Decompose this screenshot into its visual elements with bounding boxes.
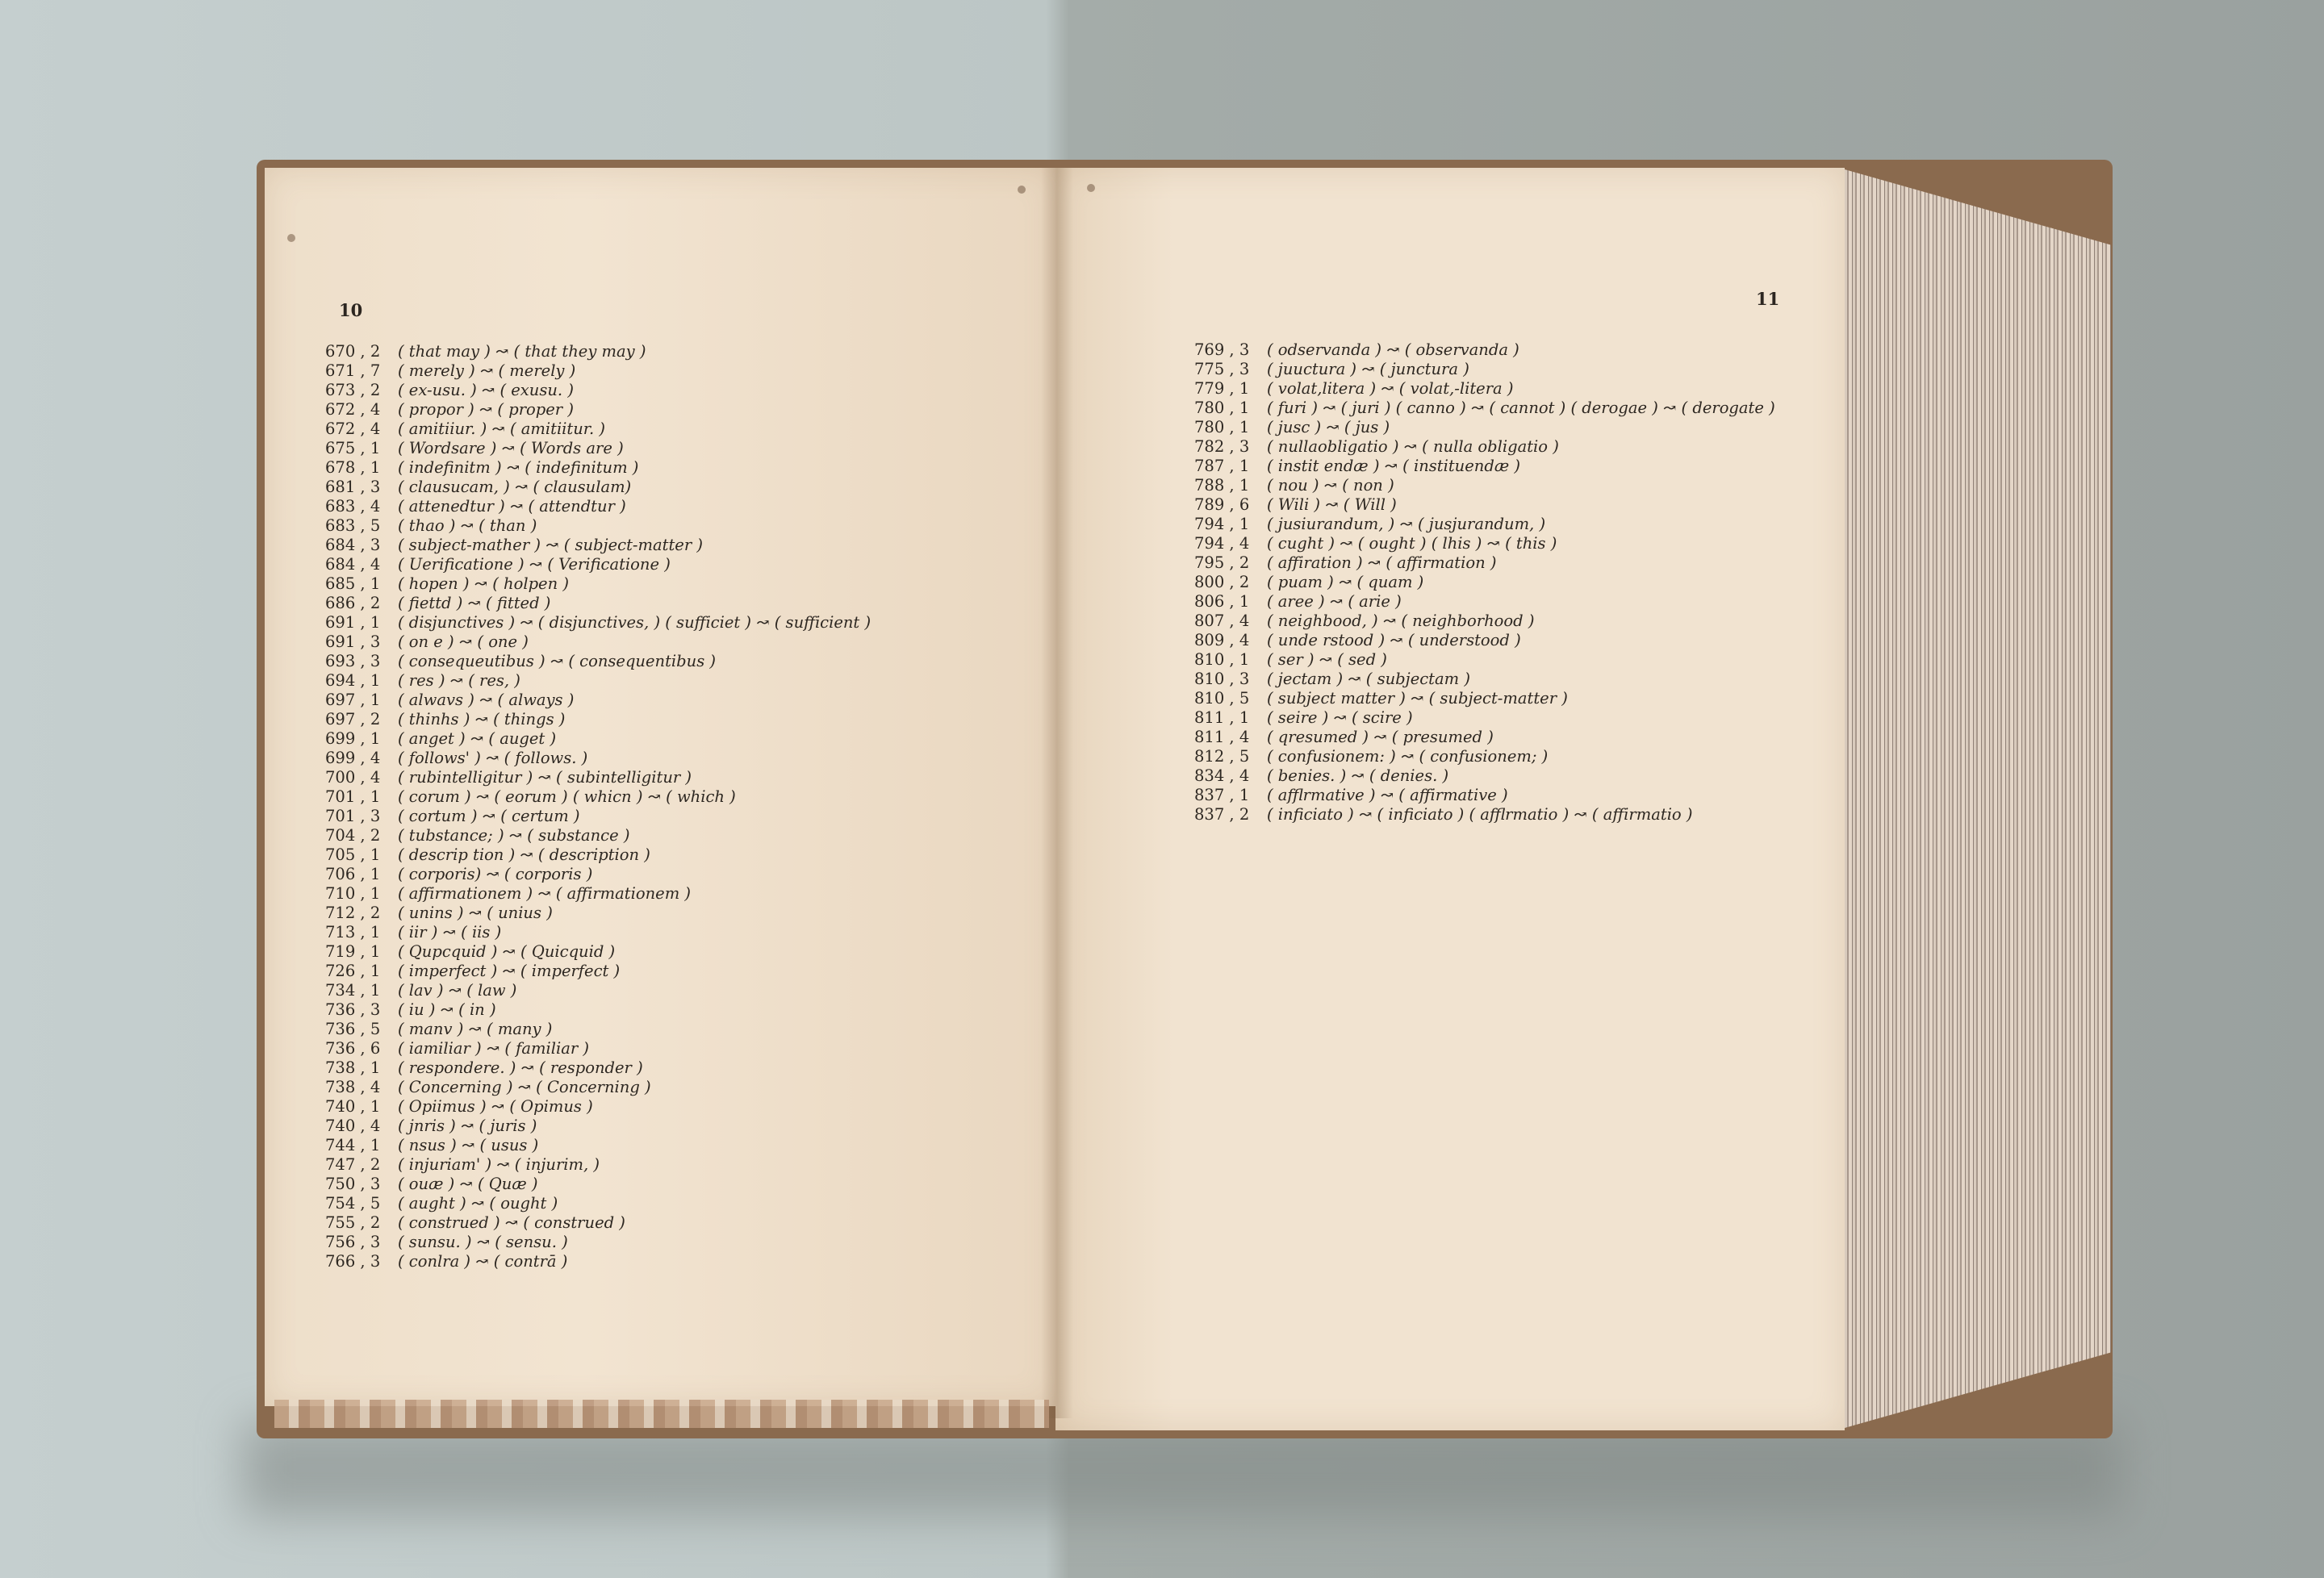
errata-line	[1194, 340, 1775, 360]
line-reference: 726 , 1	[325, 962, 381, 980]
errata-line	[325, 458, 871, 478]
line-reference: 779 , 1	[1194, 379, 1250, 398]
line-reference: 747 , 2	[325, 1155, 381, 1174]
errata-line	[325, 594, 871, 613]
errata-line	[1194, 728, 1775, 747]
correction-text: ( aught ) ↝ ( ought )	[398, 1194, 558, 1213]
errata-line	[325, 1194, 871, 1213]
correction-text: ( injuriam' ) ↝ ( injurim, )	[398, 1155, 600, 1174]
correction-text: ( instit endæ ) ↝ ( instituendæ )	[1267, 457, 1520, 475]
errata-line	[325, 787, 871, 807]
errata-line	[1194, 553, 1775, 573]
errata-line	[325, 632, 871, 652]
errata-line	[325, 1039, 871, 1058]
correction-text: ( propor ) ↝ ( proper )	[398, 400, 574, 419]
correction-text: ( amitiiur. ) ↝ ( amitiitur. )	[398, 420, 605, 438]
correction-text: ( thinhs ) ↝ ( things )	[398, 710, 566, 728]
line-reference: 701 , 1	[325, 787, 381, 806]
line-reference: 686 , 2	[325, 594, 381, 612]
errata-line	[325, 1058, 871, 1078]
errata-line	[325, 1213, 871, 1233]
torn-bottom-edge	[274, 1400, 1049, 1428]
line-reference: 750 , 3	[325, 1175, 381, 1193]
line-reference: 789 , 6	[1194, 495, 1250, 514]
line-reference: 811 , 1	[1194, 708, 1250, 727]
errata-line	[1194, 379, 1775, 399]
correction-text: ( anget ) ↝ ( auget )	[398, 729, 557, 748]
correction-text: ( Concerning ) ↝ ( Concerning )	[398, 1078, 651, 1096]
book-gutter	[1041, 168, 1073, 1418]
correction-text: ( res ) ↝ ( res, )	[398, 671, 520, 690]
correction-text: ( Opiimus ) ↝ ( Opimus )	[398, 1097, 593, 1116]
correction-text: ( jectam ) ↝ ( subjectam )	[1267, 670, 1470, 688]
line-reference: 671 , 7	[325, 361, 381, 380]
correction-text: ( nsus ) ↝ ( usus )	[398, 1136, 539, 1154]
errata-line	[325, 1155, 871, 1175]
correction-text: ( that may ) ↝ ( that they may )	[398, 342, 646, 361]
line-reference: 812 , 5	[1194, 747, 1250, 766]
errata-line	[325, 671, 871, 691]
errata-line	[1194, 534, 1775, 553]
correction-text: ( benies. ) ↝ ( denies. )	[1267, 766, 1449, 785]
correction-text: ( nou ) ↝ ( non )	[1267, 476, 1394, 495]
correction-text: ( clausucam, ) ↝ ( clausulam)	[398, 478, 632, 496]
line-reference: 775 , 3	[1194, 360, 1250, 378]
errata-line	[325, 478, 871, 497]
line-reference: 704 , 2	[325, 826, 381, 845]
line-reference: 787 , 1	[1194, 457, 1250, 475]
errata-line	[325, 613, 871, 632]
line-reference: 738 , 4	[325, 1078, 381, 1096]
correction-text: ( puam ) ↝ ( quam )	[1267, 573, 1424, 591]
line-reference: 691 , 1	[325, 613, 381, 632]
page-edges	[1845, 169, 2111, 1428]
correction-text: ( construed ) ↝ ( construed )	[398, 1213, 625, 1232]
errata-line	[1194, 689, 1775, 708]
line-reference: 712 , 2	[325, 904, 381, 922]
errata-line	[325, 749, 871, 768]
line-reference: 755 , 2	[325, 1213, 381, 1232]
correction-text: ( tubstance; ) ↝ ( substance )	[398, 826, 630, 845]
errata-line	[325, 516, 871, 536]
correction-text: ( fiettd ) ↝ ( fitted )	[398, 594, 551, 612]
correction-text: ( merely ) ↝ ( merely )	[398, 361, 576, 380]
errata-line	[325, 400, 871, 420]
correction-text: ( imperfect ) ↝ ( imperfect )	[398, 962, 621, 980]
errata-line	[1194, 437, 1775, 457]
correction-text: ( ouæ ) ↝ ( Quæ )	[398, 1175, 538, 1193]
errata-line	[1194, 418, 1775, 437]
line-reference: 678 , 1	[325, 458, 381, 477]
errata-line	[325, 768, 871, 787]
errata-line	[325, 942, 871, 962]
errata-line	[325, 1020, 871, 1039]
errata-line	[325, 884, 871, 904]
line-reference: 811 , 4	[1194, 728, 1250, 746]
correction-text: ( seire ) ↝ ( scire )	[1267, 708, 1413, 727]
correction-text: ( lav ) ↝ ( law )	[398, 981, 517, 1000]
correction-text: ( cught ) ↝ ( ought ) ( lhis ) ↝ ( this )	[1267, 534, 1557, 553]
line-reference: 794 , 1	[1194, 515, 1250, 533]
line-reference: 809 , 4	[1194, 631, 1250, 649]
errata-line	[1194, 631, 1775, 650]
errata-line	[325, 361, 871, 381]
correction-text: ( subject-mather ) ↝ ( subject-matter )	[398, 536, 703, 554]
correction-text: ( jusiurandum, ) ↝ ( jusjurandum, )	[1267, 515, 1546, 533]
correction-text: ( ser ) ↝ ( sed )	[1267, 650, 1387, 669]
line-reference: 837 , 2	[1194, 805, 1250, 824]
line-reference: 683 , 4	[325, 497, 381, 516]
errata-line	[325, 1136, 871, 1155]
correction-text: ( jnris ) ↝ ( juris )	[398, 1117, 537, 1135]
correction-text: ( rubintelligitur ) ↝ ( subintelligitur )	[398, 768, 692, 787]
line-reference: 738 , 1	[325, 1058, 381, 1077]
correction-text: ( subject matter ) ↝ ( subject-matter )	[1267, 689, 1568, 708]
errata-line	[1194, 495, 1775, 515]
line-reference: 672 , 4	[325, 420, 381, 438]
line-reference: 736 , 6	[325, 1039, 381, 1058]
errata-line	[1194, 805, 1775, 824]
errata-line	[1194, 670, 1775, 689]
errata-line	[1194, 612, 1775, 631]
errata-line	[1194, 766, 1775, 786]
line-reference: 794 , 4	[1194, 534, 1250, 553]
left-page-number: 10	[339, 300, 363, 320]
binding-hole	[1087, 184, 1095, 192]
errata-line	[1194, 592, 1775, 612]
correction-text: ( Wordsare ) ↝ ( Words are )	[398, 439, 624, 457]
errata-line	[325, 923, 871, 942]
correction-text: ( nullaobligatio ) ↝ ( nulla obligatio )	[1267, 437, 1559, 456]
correction-text: ( follows' ) ↝ ( follows. )	[398, 749, 588, 767]
correction-text: ( consequeutibus ) ↝ ( consequentibus )	[398, 652, 717, 670]
correction-text: ( conlra ) ↝ ( contrā )	[398, 1252, 568, 1271]
errata-line	[325, 904, 871, 923]
binding-hole	[1018, 186, 1026, 194]
line-reference: 684 , 3	[325, 536, 381, 554]
correction-text: ( attenedtur ) ↝ ( attendtur )	[398, 497, 626, 516]
correction-text: ( inficiato ) ↝ ( inficiato ) ( afflrmatio ) ↝ ( affirmatio )	[1267, 805, 1693, 824]
correction-text: ( affirmationem ) ↝ ( affirmationem )	[398, 884, 691, 903]
line-reference: 806 , 1	[1194, 592, 1250, 611]
line-reference: 672 , 4	[325, 400, 381, 419]
correction-text: ( indefinitm ) ↝ ( indefinitum )	[398, 458, 639, 477]
errata-line	[1194, 650, 1775, 670]
left-errata-list	[325, 342, 871, 1271]
correction-text: ( Uerificatione ) ↝ ( Verificatione )	[398, 555, 671, 574]
errata-line	[325, 652, 871, 671]
line-reference: 795 , 2	[1194, 553, 1250, 572]
correction-text: ( iamiliar ) ↝ ( familiar )	[398, 1039, 589, 1058]
errata-line	[325, 439, 871, 458]
line-reference: 769 , 3	[1194, 340, 1250, 359]
line-reference: 706 , 1	[325, 865, 381, 883]
correction-text: ( descrip tion ) ↝ ( description )	[398, 845, 650, 864]
correction-text: ( aree ) ↝ ( arie )	[1267, 592, 1402, 611]
correction-text: ( alwavs ) ↝ ( always )	[398, 691, 575, 709]
line-reference: 736 , 3	[325, 1000, 381, 1019]
correction-text: ( jusc ) ↝ ( jus )	[1267, 418, 1390, 436]
errata-line	[325, 1233, 871, 1252]
errata-line	[1194, 515, 1775, 534]
line-reference: 705 , 1	[325, 845, 381, 864]
correction-text: ( cortum ) ↝ ( certum )	[398, 807, 580, 825]
line-reference: 780 , 1	[1194, 399, 1250, 417]
errata-line	[325, 420, 871, 439]
correction-text: ( respondere. ) ↝ ( responder )	[398, 1058, 643, 1077]
correction-text: ( on e ) ↝ ( one )	[398, 632, 529, 651]
line-reference: 782 , 3	[1194, 437, 1250, 456]
line-reference: 766 , 3	[325, 1252, 381, 1271]
correction-text: ( furi ) ↝ ( juri ) ( canno ) ↝ ( cannot ) ( derogae ) ↝ ( derogate )	[1267, 399, 1775, 417]
line-reference: 736 , 5	[325, 1020, 381, 1038]
errata-line	[325, 1097, 871, 1117]
line-reference: 710 , 1	[325, 884, 381, 903]
line-reference: 734 , 1	[325, 981, 381, 1000]
errata-line	[325, 807, 871, 826]
correction-text: ( corporis) ↝ ( corporis )	[398, 865, 593, 883]
line-reference: 694 , 1	[325, 671, 381, 690]
line-reference: 675 , 1	[325, 439, 381, 457]
line-reference: 740 , 4	[325, 1117, 381, 1135]
correction-text: ( corum ) ↝ ( eorum ) ( whicn ) ↝ ( which )	[398, 787, 736, 806]
errata-line	[325, 1252, 871, 1271]
line-reference: 693 , 3	[325, 652, 381, 670]
errata-line	[325, 574, 871, 594]
errata-line	[325, 1000, 871, 1020]
errata-line	[325, 845, 871, 865]
correction-text: ( odservanda ) ↝ ( observanda )	[1267, 340, 1519, 359]
line-reference: 834 , 4	[1194, 766, 1250, 785]
correction-text: ( iir ) ↝ ( iis )	[398, 923, 502, 941]
correction-text: ( Qupcquid ) ↝ ( Quicquid )	[398, 942, 616, 961]
errata-line	[1194, 457, 1775, 476]
correction-text: ( disjunctives ) ↝ ( disjunctives, ) ( sufficiet ) ↝ ( sufficient )	[398, 613, 872, 632]
line-reference: 800 , 2	[1194, 573, 1250, 591]
line-reference: 744 , 1	[325, 1136, 381, 1154]
line-reference: 681 , 3	[325, 478, 381, 496]
errata-line	[1194, 573, 1775, 592]
correction-text: ( unins ) ↝ ( unius )	[398, 904, 553, 922]
line-reference: 700 , 4	[325, 768, 381, 787]
errata-line	[1194, 708, 1775, 728]
correction-text: ( thao ) ↝ ( than )	[398, 516, 537, 535]
line-reference: 683 , 5	[325, 516, 381, 535]
correction-text: ( confusionem: ) ↝ ( confusionem; )	[1267, 747, 1549, 766]
errata-line	[1194, 360, 1775, 379]
line-reference: 673 , 2	[325, 381, 381, 399]
line-reference: 701 , 3	[325, 807, 381, 825]
errata-line	[1194, 786, 1775, 805]
errata-line	[325, 710, 871, 729]
correction-text: ( hopen ) ↝ ( holpen )	[398, 574, 569, 593]
line-reference: 684 , 4	[325, 555, 381, 574]
line-reference: 837 , 1	[1194, 786, 1250, 804]
errata-line	[1194, 476, 1775, 495]
line-reference: 691 , 3	[325, 632, 381, 651]
correction-text: ( unde rstood ) ↝ ( understood )	[1267, 631, 1521, 649]
line-reference: 670 , 2	[325, 342, 381, 361]
line-reference: 756 , 3	[325, 1233, 381, 1251]
errata-line	[325, 981, 871, 1000]
line-reference: 810 , 3	[1194, 670, 1250, 688]
errata-line	[325, 342, 871, 361]
right-page-number: 11	[1756, 289, 1780, 309]
errata-line	[325, 865, 871, 884]
errata-line	[325, 555, 871, 574]
correction-text: ( manv ) ↝ ( many )	[398, 1020, 553, 1038]
line-reference: 697 , 1	[325, 691, 381, 709]
line-reference: 810 , 1	[1194, 650, 1250, 669]
errata-line	[1194, 399, 1775, 418]
errata-line	[325, 497, 871, 516]
line-reference: 754 , 5	[325, 1194, 381, 1213]
correction-text: ( iu ) ↝ ( in )	[398, 1000, 496, 1019]
correction-text: ( qresumed ) ↝ ( presumed )	[1267, 728, 1494, 746]
line-reference: 699 , 4	[325, 749, 381, 767]
right-errata-list	[1194, 340, 1775, 824]
correction-text: ( neighbood, ) ↝ ( neighborhood )	[1267, 612, 1535, 630]
errata-line	[1194, 747, 1775, 766]
errata-line	[325, 729, 871, 749]
line-reference: 780 , 1	[1194, 418, 1250, 436]
errata-line	[325, 1117, 871, 1136]
correction-text: ( afflrmative ) ↝ ( affirmative )	[1267, 786, 1508, 804]
errata-line	[325, 536, 871, 555]
errata-line	[325, 1175, 871, 1194]
line-reference: 740 , 1	[325, 1097, 381, 1116]
errata-line	[325, 691, 871, 710]
line-reference: 810 , 5	[1194, 689, 1250, 708]
line-reference: 713 , 1	[325, 923, 381, 941]
line-reference: 719 , 1	[325, 942, 381, 961]
correction-text: ( volat,litera ) ↝ ( volat,-litera )	[1267, 379, 1514, 398]
line-reference: 697 , 2	[325, 710, 381, 728]
errata-line	[325, 962, 871, 981]
line-reference: 685 , 1	[325, 574, 381, 593]
line-reference: 699 , 1	[325, 729, 381, 748]
correction-text: ( sunsu. ) ↝ ( sensu. )	[398, 1233, 568, 1251]
errata-line	[325, 381, 871, 400]
correction-text: ( juuctura ) ↝ ( junctura )	[1267, 360, 1469, 378]
correction-text: ( affiration ) ↝ ( affirmation )	[1267, 553, 1497, 572]
correction-text: ( ex-usu. ) ↝ ( exusu. )	[398, 381, 574, 399]
errata-line	[325, 1078, 871, 1097]
correction-text: ( Wili ) ↝ ( Will )	[1267, 495, 1397, 514]
errata-line	[325, 826, 871, 845]
binding-hole	[287, 234, 295, 242]
line-reference: 807 , 4	[1194, 612, 1250, 630]
line-reference: 788 , 1	[1194, 476, 1250, 495]
